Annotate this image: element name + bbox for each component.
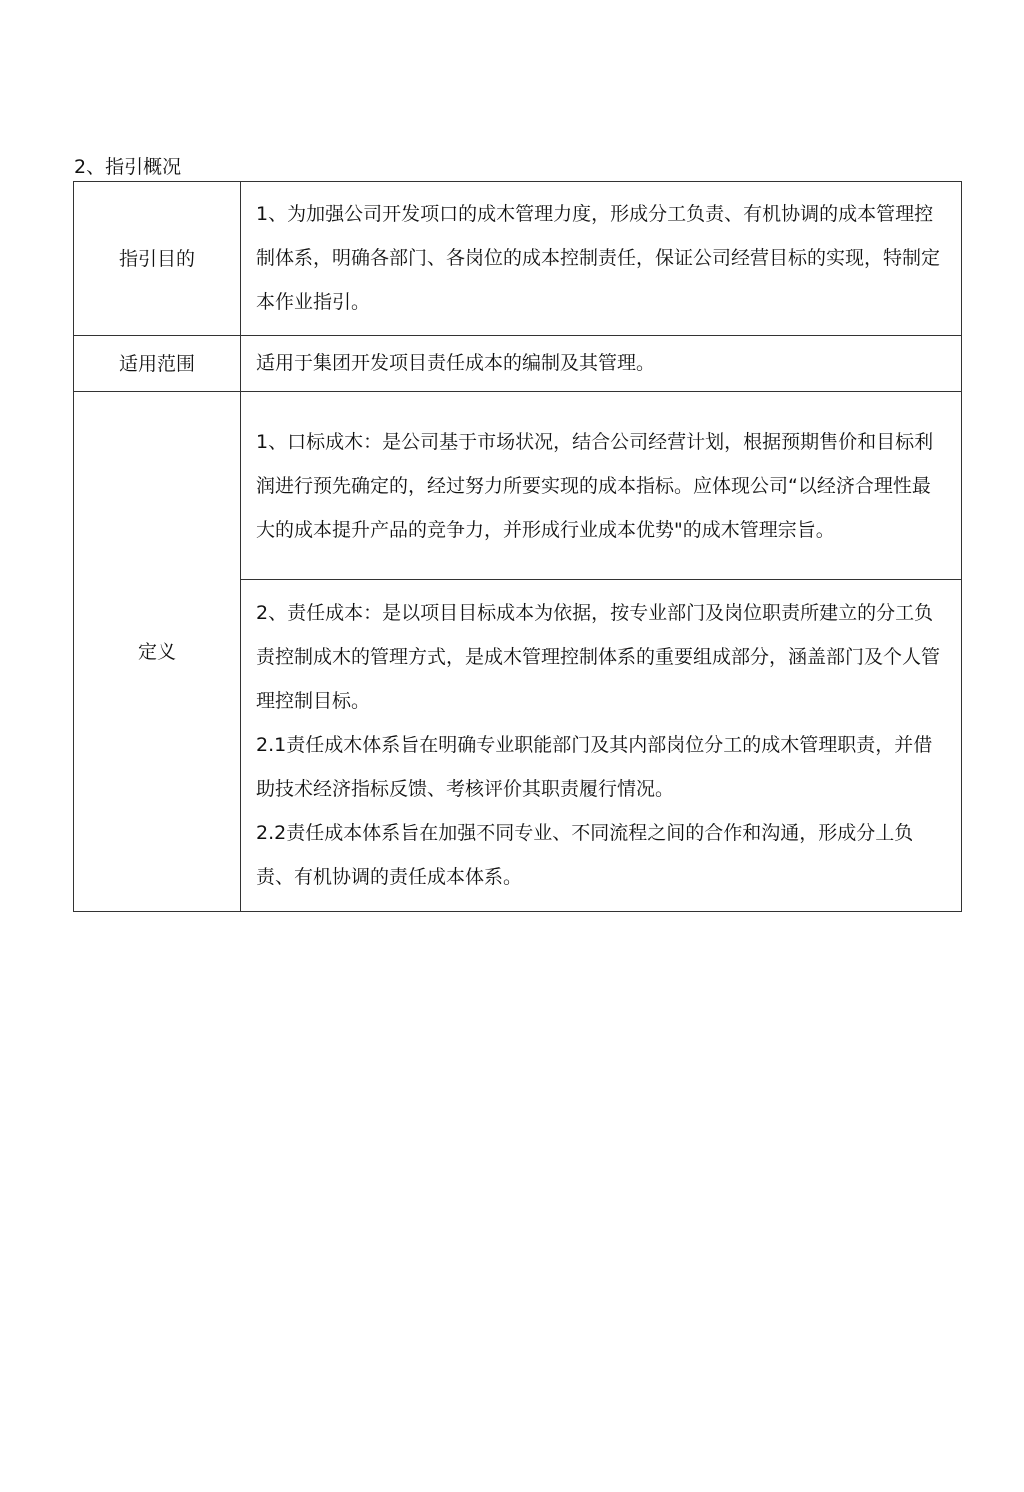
- scope-text: 适用于集团开发项目责任成本的编制及其管理。: [256, 352, 656, 374]
- table-row-scope: [74, 336, 962, 392]
- section-heading: 2、指引概况: [74, 156, 182, 178]
- definition-item-1: 1、口标成木：是公司基于市场状况，结合公司经营计划，根据预期售价和目标利润进行预先确定的，经过努力所要实现的成本指标。应体现公司“以经济合理性最大的成本提升产品的竞争力，并形成行业成本优势"的成木管理宗旨。: [256, 431, 934, 541]
- definition-item-2-1: 2.1责任成木体系旨在明确专业职能部门及其内部岗位分工的成木管理职责，并借助技术经济指标反馈、考核评价其职责履行情况。: [256, 734, 933, 800]
- label-scope: 适用范围: [74, 336, 241, 392]
- content-purpose: [241, 182, 962, 336]
- content-scope: [241, 336, 962, 392]
- label-purpose: 指引目的: [74, 182, 241, 336]
- table-row-definition-1: [74, 392, 962, 580]
- content-definition-1: [241, 392, 962, 580]
- table-row-purpose: [74, 182, 962, 336]
- label-definition: 定义: [74, 392, 241, 912]
- content-definition-2: [241, 580, 962, 912]
- guide-overview-table: [73, 181, 962, 912]
- definition-item-2-2: 2.2责任成本体系旨在加强不同专业、不同流程之间的合作和沟通，形成分丄负责、有机协调的责任成本体系。: [256, 822, 914, 888]
- definition-item-2: 2、责任成本：是以项目目标成本为依据，按专业部门及岗位职责所建立的分工负责控制成木的管理方式，是成木管理控制体系的重要组成部分，涵盖部门及个人管理控制目标。: [256, 602, 941, 712]
- purpose-text: 1、为加强公司开发项口的成木管理力度，形成分工负责、有机协调的成本管理控制体系，明确各部门、各岗位的成本控制责任，保证公司经营目标的实现，特制定本作业指引。: [256, 203, 941, 313]
